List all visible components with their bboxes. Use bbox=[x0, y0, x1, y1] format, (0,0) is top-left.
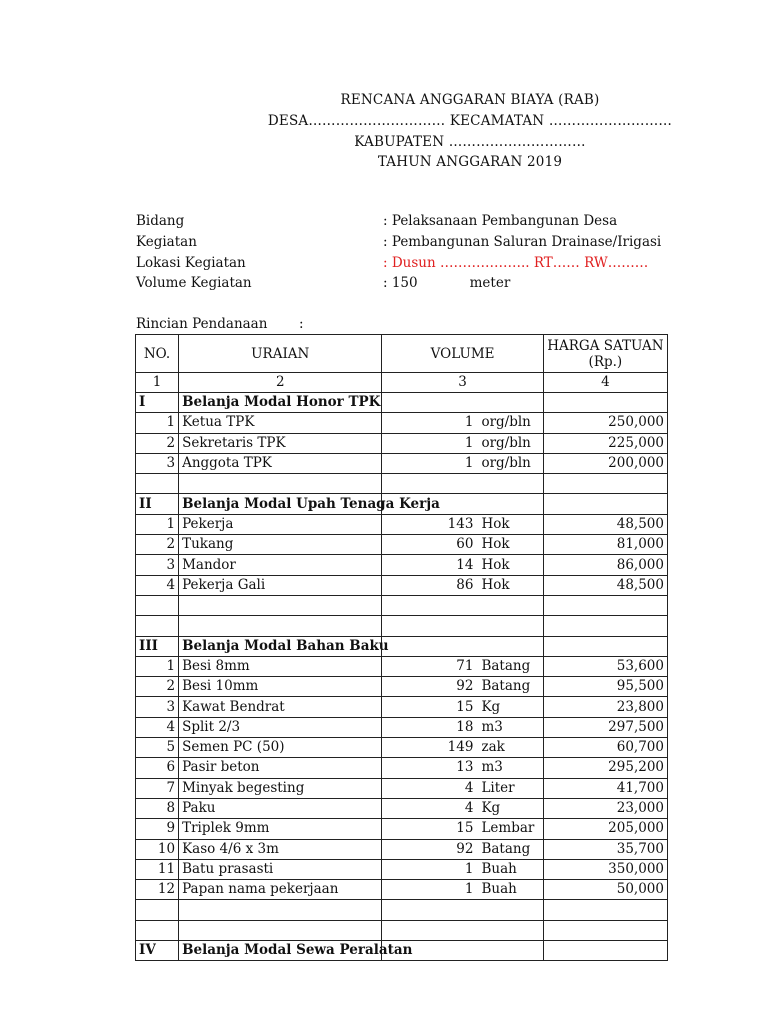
item-unit: Batang bbox=[481, 840, 531, 857]
item-unit: Hok bbox=[481, 576, 510, 593]
item-description: Anggota TPK bbox=[179, 453, 382, 473]
kegiatan-value: : Pembangunan Saluran Drainase/Irigasi bbox=[383, 234, 662, 250]
item-unit: Hok bbox=[481, 536, 510, 553]
item-unit-price: 23,800 bbox=[543, 697, 667, 717]
empty-cell bbox=[543, 616, 667, 636]
item-volume bbox=[382, 555, 543, 575]
header-volume: VOLUME bbox=[382, 335, 543, 373]
header-uraian: URAIAN bbox=[179, 335, 382, 373]
table-row bbox=[136, 677, 668, 697]
item-volume bbox=[382, 697, 543, 717]
info-row-volume bbox=[136, 275, 756, 295]
item-description: Besi 8mm bbox=[179, 656, 382, 676]
empty-cell bbox=[136, 616, 179, 636]
blank-row bbox=[136, 920, 668, 940]
item-unit-price: 35,700 bbox=[543, 839, 667, 859]
item-quantity: 92 bbox=[456, 840, 474, 857]
item-number: 3 bbox=[136, 555, 179, 575]
item-quantity: 1 bbox=[464, 455, 474, 472]
section-row bbox=[136, 494, 668, 514]
item-quantity: 13 bbox=[456, 759, 474, 776]
table-row bbox=[136, 717, 668, 737]
col-number: 3 bbox=[382, 373, 543, 393]
empty-cell bbox=[543, 474, 667, 494]
blank-row bbox=[136, 595, 668, 615]
item-volume bbox=[382, 758, 543, 778]
item-unit: Liter bbox=[481, 779, 515, 796]
info-row-kegiatan bbox=[136, 234, 756, 254]
item-quantity: 15 bbox=[456, 698, 474, 715]
table-row bbox=[136, 880, 668, 900]
section-row bbox=[136, 941, 668, 961]
empty-cell bbox=[179, 616, 382, 636]
lokasi-label: Lokasi Kegiatan bbox=[136, 255, 246, 271]
empty-cell bbox=[543, 636, 667, 656]
item-unit: Kg bbox=[481, 800, 501, 817]
item-unit: zak bbox=[481, 739, 505, 756]
empty-cell bbox=[543, 393, 667, 413]
table-row bbox=[136, 535, 668, 555]
item-volume bbox=[382, 656, 543, 676]
item-unit-price: 200,000 bbox=[543, 453, 667, 473]
section-title: Belanja Modal Sewa Peralatan bbox=[179, 941, 382, 961]
section-title: Belanja Modal Honor TPK bbox=[179, 393, 382, 413]
item-number: 3 bbox=[136, 453, 179, 473]
blank-row bbox=[136, 616, 668, 636]
item-description: Paku bbox=[179, 798, 382, 818]
item-quantity: 149 bbox=[447, 739, 474, 756]
item-volume bbox=[382, 819, 543, 839]
table-row bbox=[136, 555, 668, 575]
item-number: 4 bbox=[136, 575, 179, 595]
empty-cell bbox=[382, 474, 543, 494]
item-unit-price: 53,600 bbox=[543, 656, 667, 676]
item-description: Kawat Bendrat bbox=[179, 697, 382, 717]
item-number: 9 bbox=[136, 819, 179, 839]
section-row bbox=[136, 636, 668, 656]
table-row bbox=[136, 656, 668, 676]
item-number: 2 bbox=[136, 433, 179, 453]
rab-table bbox=[135, 334, 668, 961]
item-quantity: 71 bbox=[456, 658, 474, 674]
col-number: 1 bbox=[136, 373, 179, 393]
item-description: Sekretaris TPK bbox=[179, 433, 382, 453]
section-title: Belanja Modal Upah Tenaga Kerja bbox=[179, 494, 382, 514]
item-quantity: 4 bbox=[464, 800, 474, 817]
table-row bbox=[136, 859, 668, 879]
item-number: 10 bbox=[136, 839, 179, 859]
section-row bbox=[136, 393, 668, 413]
item-number: 1 bbox=[136, 656, 179, 676]
empty-cell bbox=[382, 393, 543, 413]
item-unit-price: 295,200 bbox=[543, 758, 667, 778]
item-unit-price: 50,000 bbox=[543, 880, 667, 900]
header-no: NO. bbox=[136, 335, 179, 373]
item-volume bbox=[382, 535, 543, 555]
table-row bbox=[136, 778, 668, 798]
table-row bbox=[136, 758, 668, 778]
item-volume bbox=[382, 677, 543, 697]
section-number: III bbox=[136, 636, 179, 656]
empty-cell bbox=[179, 920, 382, 940]
item-description: Pekerja bbox=[179, 514, 382, 534]
col-number: 4 bbox=[543, 373, 667, 393]
item-number: 11 bbox=[136, 859, 179, 879]
item-description: Kaso 4/6 x 3m bbox=[179, 839, 382, 859]
volume-unit: meter bbox=[469, 275, 511, 291]
section-number: IV bbox=[136, 941, 179, 961]
item-volume bbox=[382, 717, 543, 737]
item-unit: Batang bbox=[481, 658, 531, 674]
item-description: Ketua TPK bbox=[179, 413, 382, 433]
table-header-row bbox=[136, 335, 668, 373]
item-volume bbox=[382, 859, 543, 879]
item-description: Besi 10mm bbox=[179, 677, 382, 697]
item-unit-price: 225,000 bbox=[543, 433, 667, 453]
item-number: 2 bbox=[136, 535, 179, 555]
item-volume bbox=[382, 514, 543, 534]
empty-cell bbox=[543, 595, 667, 615]
item-unit-price: 250,000 bbox=[543, 413, 667, 433]
item-unit: m3 bbox=[481, 759, 503, 776]
item-unit: Batang bbox=[481, 678, 531, 695]
item-quantity: 1 bbox=[464, 434, 474, 451]
desa-kecamatan-line: DESA………………………… KECAMATAN ……………………… bbox=[267, 113, 673, 129]
item-unit: Buah bbox=[481, 860, 517, 877]
item-unit-price: 23,000 bbox=[543, 798, 667, 818]
bidang-label: Bidang bbox=[136, 213, 185, 229]
item-quantity: 14 bbox=[456, 556, 474, 573]
empty-cell bbox=[179, 900, 382, 920]
empty-cell bbox=[179, 595, 382, 615]
table-row bbox=[136, 798, 668, 818]
item-quantity: 18 bbox=[456, 718, 474, 735]
table-row bbox=[136, 433, 668, 453]
empty-cell bbox=[136, 595, 179, 615]
item-unit-price: 41,700 bbox=[543, 778, 667, 798]
item-unit: Hok bbox=[481, 515, 510, 532]
item-quantity: 1 bbox=[464, 860, 474, 877]
item-quantity: 92 bbox=[456, 678, 474, 695]
item-quantity: 1 bbox=[464, 881, 474, 898]
item-unit: m3 bbox=[481, 718, 503, 735]
header-harga-satuan bbox=[543, 335, 667, 373]
rincian-pendanaan bbox=[136, 316, 304, 332]
item-unit-price: 60,700 bbox=[543, 738, 667, 758]
item-description: Minyak begesting bbox=[179, 778, 382, 798]
item-volume bbox=[382, 880, 543, 900]
item-unit: Lembar bbox=[481, 820, 535, 837]
empty-cell bbox=[543, 900, 667, 920]
empty-cell bbox=[382, 900, 543, 920]
empty-cell bbox=[136, 920, 179, 940]
item-unit-price: 350,000 bbox=[543, 859, 667, 879]
section-number: II bbox=[136, 494, 179, 514]
rincian-label: Rincian Pendanaan bbox=[136, 316, 268, 332]
empty-cell bbox=[543, 941, 667, 961]
item-unit: Buah bbox=[481, 881, 517, 898]
fiscal-year-line: TAHUN ANGGARAN 2019 bbox=[377, 154, 563, 170]
info-row-lokasi bbox=[136, 255, 756, 275]
item-unit: org/bln bbox=[481, 414, 531, 431]
item-unit: Kg bbox=[481, 698, 501, 715]
section-title: Belanja Modal Bahan Baku bbox=[179, 636, 382, 656]
item-volume bbox=[382, 433, 543, 453]
table-row bbox=[136, 738, 668, 758]
blank-row bbox=[136, 900, 668, 920]
item-number: 1 bbox=[136, 413, 179, 433]
table-row bbox=[136, 839, 668, 859]
item-number: 4 bbox=[136, 717, 179, 737]
header-harga-line2: (Rp.) bbox=[588, 353, 623, 370]
item-number: 12 bbox=[136, 880, 179, 900]
item-number: 1 bbox=[136, 514, 179, 534]
item-quantity: 143 bbox=[447, 515, 474, 532]
column-number-row bbox=[136, 373, 668, 393]
blank-row bbox=[136, 474, 668, 494]
item-number: 2 bbox=[136, 677, 179, 697]
table-row bbox=[136, 453, 668, 473]
bidang-value: : Pelaksanaan Pembangunan Desa bbox=[383, 213, 618, 229]
item-quantity: 1 bbox=[464, 414, 474, 431]
item-volume bbox=[382, 839, 543, 859]
item-unit-price: 86,000 bbox=[543, 555, 667, 575]
item-description: Papan nama pekerjaan bbox=[179, 880, 382, 900]
item-description: Batu prasasti bbox=[179, 859, 382, 879]
empty-cell bbox=[382, 636, 543, 656]
item-unit: org/bln bbox=[481, 455, 531, 472]
item-number: 8 bbox=[136, 798, 179, 818]
header-harga-line1: HARGA SATUAN bbox=[547, 337, 664, 354]
empty-cell bbox=[136, 474, 179, 494]
item-unit: Hok bbox=[481, 556, 510, 573]
item-description: Triplek 9mm bbox=[179, 819, 382, 839]
item-unit-price: 205,000 bbox=[543, 819, 667, 839]
item-quantity: 86 bbox=[456, 576, 474, 593]
item-number: 6 bbox=[136, 758, 179, 778]
item-volume bbox=[382, 575, 543, 595]
item-volume bbox=[382, 778, 543, 798]
item-number: 7 bbox=[136, 778, 179, 798]
col-number: 2 bbox=[179, 373, 382, 393]
item-volume bbox=[382, 413, 543, 433]
item-volume bbox=[382, 453, 543, 473]
kabupaten-line: KABUPATEN ………………………… bbox=[354, 134, 586, 150]
empty-cell bbox=[543, 494, 667, 514]
kegiatan-label: Kegiatan bbox=[136, 234, 197, 250]
item-description: Pekerja Gali bbox=[179, 575, 382, 595]
item-unit: org/bln bbox=[481, 434, 531, 451]
empty-cell bbox=[543, 920, 667, 940]
item-description: Tukang bbox=[179, 535, 382, 555]
item-volume bbox=[382, 738, 543, 758]
item-number: 5 bbox=[136, 738, 179, 758]
empty-cell bbox=[136, 900, 179, 920]
info-row-bidang bbox=[136, 213, 756, 233]
empty-cell bbox=[179, 474, 382, 494]
item-unit-price: 95,500 bbox=[543, 677, 667, 697]
item-description: Split 2/3 bbox=[179, 717, 382, 737]
item-quantity: 4 bbox=[464, 779, 474, 796]
empty-cell bbox=[382, 920, 543, 940]
item-description: Pasir beton bbox=[179, 758, 382, 778]
item-number: 3 bbox=[136, 697, 179, 717]
volume-label: Volume Kegiatan bbox=[136, 275, 252, 291]
table-row bbox=[136, 819, 668, 839]
item-unit-price: 48,500 bbox=[543, 514, 667, 534]
volume-value-wrap bbox=[383, 275, 510, 291]
item-description: Semen PC (50) bbox=[179, 738, 382, 758]
item-unit-price: 81,000 bbox=[543, 535, 667, 555]
empty-cell bbox=[382, 616, 543, 636]
table-row bbox=[136, 514, 668, 534]
document-title: RENCANA ANGGARAN BIAYA (RAB) bbox=[340, 92, 600, 108]
item-description: Mandor bbox=[179, 555, 382, 575]
section-number: I bbox=[136, 393, 179, 413]
volume-value: : 150 bbox=[383, 275, 418, 291]
item-quantity: 15 bbox=[456, 820, 474, 837]
item-unit-price: 48,500 bbox=[543, 575, 667, 595]
table-row bbox=[136, 697, 668, 717]
rincian-colon: : bbox=[299, 316, 304, 332]
lokasi-value: : Dusun ……………….. RT…… RW……… bbox=[383, 255, 649, 271]
empty-cell bbox=[382, 595, 543, 615]
item-volume bbox=[382, 798, 543, 818]
item-unit-price: 297,500 bbox=[543, 717, 667, 737]
table-row bbox=[136, 575, 668, 595]
item-quantity: 60 bbox=[456, 536, 474, 553]
table-row bbox=[136, 413, 668, 433]
